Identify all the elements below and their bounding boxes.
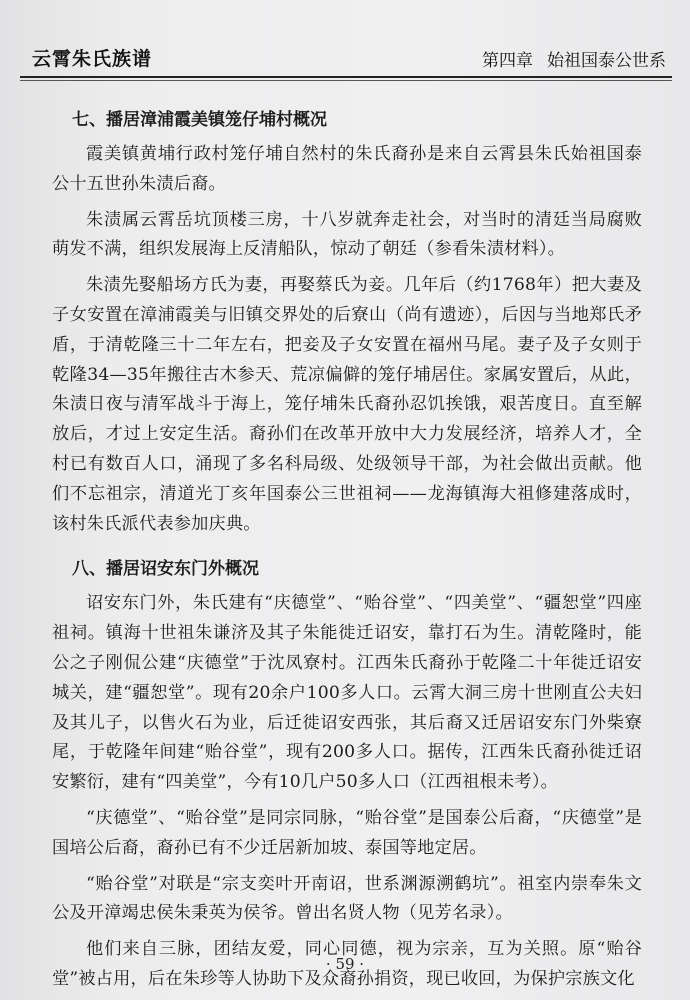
section-heading: 八、播居诏安东门外概况 bbox=[72, 559, 259, 580]
section-heading: 七、播居漳浦霞美镇笼仔埔村概况 bbox=[72, 110, 327, 130]
paragraph: “贻谷堂”对联是“宗支奕叶开南诏，世系渊源溯鹤坑”。祖室内崇奉朱文公及开漳竭忠侯朱秉英为侯爷。曾出名贤人物（见芳名录）。 bbox=[52, 873, 642, 924]
paragraph: 诏安东门外，朱氏建有“庆德堂”、“贻谷堂”、“四美堂”、“疆恕堂”四座祖祠。镇海十世祖朱谦济及其子朱能徙迁诏安，靠打石为生。清乾隆时，能公之子刚侃公建“庆德堂”于沈凤寮村。江西朱氏裔孙于乾隆二十年徙迁诏安城关，建“疆恕堂”。现有20余户100多人口。云霄大洞三房十世刚直公夫妇及其儿子，以售火石为业，后迁徙诏安西张，其后裔又迁居诏安东门外柴寮尾，于乾隆年间建“贻谷堂”，现有200多人口。据传，江西朱氏裔孙徙迁诏安繁衍，建有“四美堂”，今有10几户50多人口（江西祖根未考）。 bbox=[52, 593, 642, 793]
page-number: · 59 · bbox=[325, 955, 365, 973]
paragraph: 朱渍先娶船场方氏为妻，再娶蔡氏为妾。几年后（约1768年）把大妻及子女安置在漳浦霞美与旧镇交界处的后寮山（尚有遗迹），后因与当地郑氏矛盾，于清乾隆三十二年左右，把妾及子女安置在福州马尾。妻子及子女则于乾隆34—35年搬往古木参天、荒凉偏僻的笼仔埔居住。家属安置后，从此，朱渍日夜与清军战斗于海上，笼仔埔朱氏裔孙忍饥挨饿，艰苦度日。直至解放后，才过上安定生活。裔孙们在改革开放中大力发展经济，培养人才，全村已有数百人口，涌现了多名科局级、处级领导干部，为社会做出贡献。他们不忘祖宗，清道光丁亥年国泰公三世祖祠——龙海镇海大祖修建落成时，该村朱氏派代表参加庆典。 bbox=[52, 275, 642, 534]
chapter-title: 始祖国泰公世系 bbox=[547, 51, 666, 71]
book-title: 云霄朱氏族谱 bbox=[32, 48, 153, 70]
header-divider bbox=[20, 76, 672, 78]
chapter-number: 第四章 bbox=[482, 51, 533, 71]
running-header bbox=[20, 40, 672, 74]
section-seven bbox=[52, 104, 642, 539]
chapter-heading bbox=[468, 46, 666, 71]
page-body bbox=[52, 96, 642, 995]
section-eight bbox=[52, 553, 642, 994]
paragraph: 他们来自三脉，团结友爱，同心同德，视为宗亲，互为关照。原“贻谷堂”被占用，后在朱珍等人协助下及众裔孙捐资，现已收回，为保护宗族文化 bbox=[52, 939, 642, 989]
paragraph: 朱渍属云霄岳坑顶楼三房，十八岁就奔走社会，对当时的清廷当局腐败萌发不满，组织发展海上反清船队，惊动了朝廷（参看朱渍材料）。 bbox=[52, 209, 642, 260]
paragraph: “庆德堂”、“贻谷堂”是同宗同脉，“贻谷堂”是国泰公后裔，“庆德堂”是国培公后裔，裔孙已有不少迁居新加坡、泰国等地定居。 bbox=[52, 807, 642, 858]
paragraph: 霞美镇黄埔行政村笼仔埔自然村的朱氏裔孙是来自云霄县朱氏始祖国泰公十五世孙朱渍后裔。 bbox=[52, 144, 642, 194]
header-divider-thin bbox=[20, 80, 672, 81]
